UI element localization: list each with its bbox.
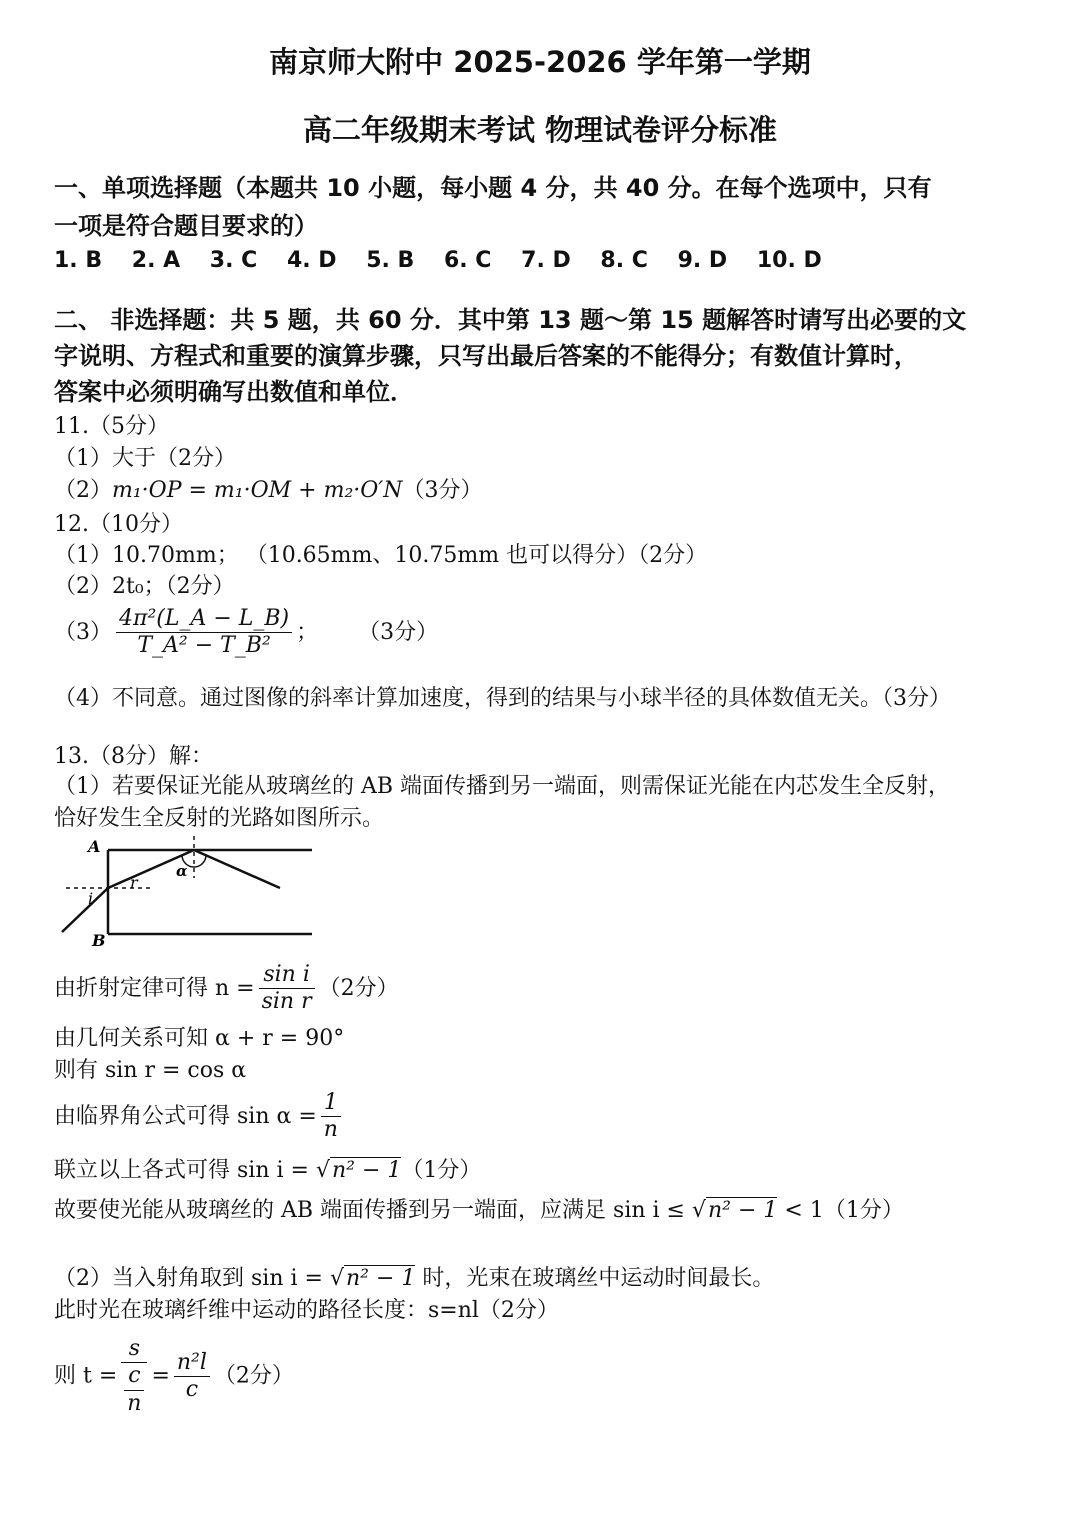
q13-condition-text: 故要使光能从玻璃丝的 AB 端面传播到另一端面，应满足 sin i ≤ — [54, 1198, 692, 1223]
q13-refraction-law — [54, 962, 399, 1016]
label-r: r — [130, 873, 138, 892]
q13-part2-text: （2）当入射角取到 sin i = — [54, 1266, 330, 1291]
q12-part3-numerator: 4π²(L_A − L_B) — [119, 606, 290, 631]
q13-part2-line1: （2）当入射角取到 sin i = √n² − 1 时，光束在玻璃丝中运动时间最长。 — [54, 1266, 775, 1291]
q13-time-denominator — [121, 1362, 147, 1417]
page-subtitle: 高二年级期末考试 物理试卷评分标准 — [302, 113, 778, 147]
q13-critical-numerator: 1 — [323, 1090, 338, 1115]
label-a: A — [88, 837, 101, 856]
q13-time-equals: = — [151, 1363, 170, 1389]
q13-time-result-denominator: c — [174, 1376, 210, 1403]
q13-time-equation — [54, 1336, 294, 1417]
q12-part2: （2）2t₀；（2分） — [54, 574, 235, 599]
q13-time-score: （2分） — [213, 1363, 294, 1389]
mc-answers — [54, 248, 844, 274]
sec1-heading-line1: 一、单项选择题（本题共 10 小题，每小题 4 分，共 40 分。在每个选项中，只有 — [54, 174, 932, 202]
q13-combined-result: 联立以上各式可得 sin i = √n² − 1（1分） — [54, 1158, 482, 1183]
q11-part2-label: （2） — [54, 478, 112, 503]
label-i: i — [88, 889, 94, 908]
q13-combined-text: 联立以上各式可得 sin i = — [54, 1158, 316, 1183]
q12-part3 — [54, 606, 438, 660]
q13-geometry-relation: 由几何关系可知 α + r = 90° — [54, 1026, 345, 1051]
q13-condition-radical: n² − 1 — [708, 1198, 778, 1223]
q13-refraction-fraction — [259, 962, 315, 1016]
q12-part4: （4）不同意。通过图像的斜率计算加速度，得到的结果与小球半径的具体数值无关。（3分） — [54, 686, 951, 711]
q11-part2-score: （3分） — [402, 478, 483, 503]
sec1-heading-line2: 一项是符合题目要求的） — [54, 212, 318, 240]
q12-part3-label: （3） — [54, 619, 112, 645]
q13-refraction-text: 由折射定律可得 n = — [54, 975, 255, 1001]
mc-answer: 9. D — [677, 248, 728, 273]
q13-critical-fraction — [321, 1090, 341, 1144]
q13-time-result-fraction — [174, 1350, 210, 1404]
label-alpha: α — [176, 862, 188, 880]
optical-fiber-diagram — [54, 836, 324, 952]
mc-answer: 5. B — [366, 248, 415, 273]
mc-answer: 7. D — [521, 248, 571, 273]
q13-time-inner-fraction — [124, 1363, 144, 1417]
sec2-heading-line2: 字说明、方程式和重要的演算步骤，只写出最后答案的不能得分；有数值计算时， — [54, 342, 918, 370]
q13-refraction-numerator: sin i — [263, 962, 310, 987]
mc-answer: 4. D — [286, 248, 337, 273]
q12-part3-denominator: T_A² − T_B² — [116, 632, 292, 659]
mc-answer: 1. B — [54, 248, 103, 273]
q13-time-fraction — [121, 1336, 147, 1417]
q12-part3-tail: ； — [296, 619, 319, 645]
q11-heading: 11.（5分） — [54, 414, 169, 439]
q13-time-result-numerator: n²l — [176, 1349, 207, 1375]
sec2-heading-line3: 答案中必须明确写出数值和单位． — [54, 378, 414, 406]
q13-combined-score: （1分） — [401, 1158, 482, 1183]
q13-critical-angle — [54, 1090, 345, 1144]
q13-heading: 13.（8分）解： — [54, 744, 213, 769]
incident-ray — [62, 888, 108, 932]
q12-part1: （1）10.70mm； （10.65mm、10.75mm 也可以得分）（2分） — [54, 543, 708, 568]
q13-condition: 故要使光能从玻璃丝的 AB 端面传播到另一端面，应满足 sin i ≤ √n² − 1 < 1（1分） — [54, 1198, 904, 1223]
q11-part1: （1）大于（2分） — [54, 446, 236, 471]
label-b: B — [92, 931, 106, 950]
q13-critical-text: 由临界角公式可得 sin α = — [54, 1103, 317, 1129]
mc-answer: 3. C — [209, 248, 258, 273]
q12-part3-fraction — [116, 606, 292, 660]
q12-heading: 12.（10分） — [54, 512, 183, 537]
q13-part1-line2: 恰好发生全反射的光路如图所示。 — [54, 806, 385, 831]
mc-answer: 8. C — [600, 248, 648, 273]
reflected-ray — [194, 850, 280, 888]
q13-time-inner-numerator: c — [128, 1363, 141, 1389]
mc-answer: 2. A — [131, 248, 181, 273]
sec2-heading-line1: 二、 非选择题：共 5 题，共 60 分．其中第 13 题～第 15 题解答时请写出必要的文 — [54, 306, 967, 334]
q13-refraction-score: （2分） — [318, 975, 399, 1001]
mc-answer: 6. C — [443, 248, 492, 273]
q13-part1-line1: （1）若要保证光能从玻璃丝的 AB 端面传播到另一端面，则需保证光能在内芯发生全反射， — [54, 774, 951, 799]
q13-part2-tail: 时，光束在玻璃丝中运动时间最长。 — [415, 1266, 775, 1291]
q13-condition-tail: < 1（1分） — [777, 1198, 904, 1223]
q13-part2-path-length: 此时光在玻璃纤维中运动的路径长度：s=nl（2分） — [54, 1298, 559, 1323]
q13-part2-radical: n² − 1 — [345, 1266, 416, 1291]
q13-critical-denominator: n — [321, 1116, 341, 1143]
q13-refraction-denominator: sin r — [259, 988, 315, 1015]
q11-part2-equation: m₁·OP = m₁·OM + m₂·O′N — [112, 478, 403, 503]
mc-answer: 10. D — [756, 248, 822, 273]
q13-sin-cos-relation: 则有 sin r = cos α — [54, 1058, 247, 1083]
q12-part3-score: （3分） — [358, 619, 439, 645]
q13-time-numerator: s — [128, 1336, 140, 1361]
page-title: 南京师大附中 2025-2026 学年第一学期 — [269, 45, 811, 79]
q13-time-inner-denominator: n — [124, 1390, 144, 1417]
q11-part2 — [54, 478, 483, 504]
q13-combined-radical: n² − 1 — [331, 1158, 402, 1183]
q13-time-text: 则 t = — [54, 1363, 118, 1389]
